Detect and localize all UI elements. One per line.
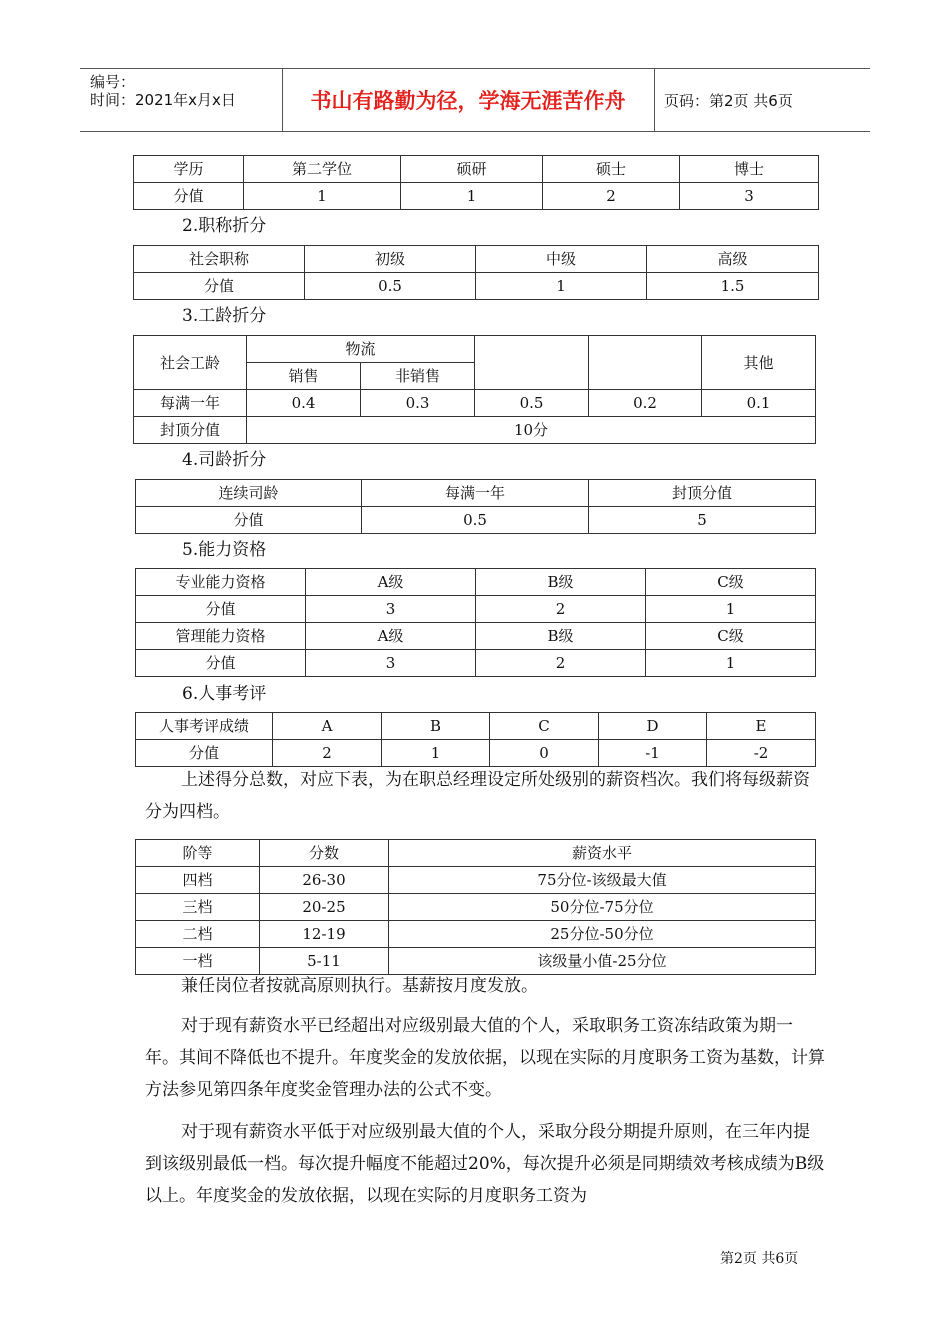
table-row [134,273,819,300]
table-cell: 该级量小值-25分位 [389,948,816,975]
table-cell: B级 [476,569,646,596]
table-cell: 硕研 [401,156,543,183]
table-cell: 75分位-该级最大值 [389,867,816,894]
table-cell: 0.2 [589,390,702,417]
table-cell: 分值 [134,273,305,300]
table-row [134,156,819,183]
table-cell: 3 [306,650,476,677]
table-row [136,840,816,867]
table-cell: 销售 [247,363,361,390]
paragraph: 上述得分总数，对应下表，为在职总经理设定所处级别的薪资档次。我们将每级薪资分为四档。 [145,770,810,822]
table-cell: 0.1 [702,390,816,417]
section-heading: 6.人事考评 [182,684,267,704]
table-cell: 第二学位 [244,156,401,183]
table-cell: 0.3 [361,390,475,417]
section-heading: 5.能力资格 [182,540,267,560]
table-row [134,417,816,444]
table-cell: 三档 [136,894,260,921]
table-cell: C级 [646,569,816,596]
table-cell: 1 [401,183,543,210]
table-cell: 每满一年 [362,480,589,507]
table-cell: 封顶分值 [134,417,247,444]
table-cell: 12-19 [260,921,389,948]
table-cell: 专业能力资格 [136,569,306,596]
table-cell: 一档 [136,948,260,975]
table-row [136,507,816,534]
table-row [136,894,816,921]
paragraph: 兼任岗位者按就高原则执行。基薪按月度发放。 [181,976,538,996]
table-cell: A [273,713,382,740]
table-cell: 分值 [134,183,244,210]
hr-evaluation-table [135,712,816,767]
header-page-number: 页码：第2页 共6页 [664,91,793,110]
header-motto: 书山有路勤为径，学海无涯苦作舟 [282,69,655,131]
table-cell [589,336,702,390]
table-cell: 1 [382,740,490,767]
table-cell: 3 [306,596,476,623]
table-cell: 管理能力资格 [136,623,306,650]
section-heading: 3.工龄折分 [182,306,267,326]
table-cell: C [490,713,599,740]
table-cell: 中级 [476,246,647,273]
table-cell: 50分位-75分位 [389,894,816,921]
page-footer: 第2页 共6页 [720,1251,799,1267]
table-cell: B级 [476,623,646,650]
table-cell: 初级 [305,246,476,273]
table-cell: 分值 [136,507,362,534]
table-row [136,480,816,507]
table-cell: A级 [306,569,476,596]
table-cell: 5 [589,507,816,534]
table-row [134,336,816,363]
table-cell: 非销售 [361,363,475,390]
table-cell: 每满一年 [134,390,247,417]
table-cell: 2 [476,596,646,623]
document-number-label: 编号： [90,73,136,91]
section-heading: 4.司龄折分 [182,450,267,470]
table-cell: 连续司龄 [136,480,362,507]
table-cell: 1 [646,596,816,623]
professional-title-table [133,245,819,300]
table-cell: 硕士 [543,156,680,183]
table-cell: 26-30 [260,867,389,894]
table-cell: 分值 [136,596,306,623]
table-cell: 封顶分值 [589,480,816,507]
table-cell: 四档 [136,867,260,894]
degree-score-table [133,155,819,210]
table-cell: 20-25 [260,894,389,921]
table-cell: 阶等 [136,840,260,867]
paragraph: 对于现有薪资水平低于对应级别最大值的个人，采取分段分期提升原则，在三年内提到该级别最低一档。每次提升幅度不能超过20%，每次提升必须是同期绩效考核成绩为B级以上。年度奖金的发放依据，以现在实际的月度职务工资为 [145,1122,825,1206]
table-cell: 二档 [136,921,260,948]
table-cell: 高级 [647,246,819,273]
seniority-table [133,335,816,444]
table-cell: 5-11 [260,948,389,975]
table-cell: 2 [476,650,646,677]
table-row [134,390,816,417]
table-cell: 2 [273,740,382,767]
table-cell: 分值 [136,740,273,767]
table-cell: 3 [680,183,819,210]
table-cell: 分值 [136,650,306,677]
table-row [136,569,816,596]
table-cell: 1 [646,650,816,677]
table-cell: C级 [646,623,816,650]
table-row [134,246,819,273]
header-meta [80,69,283,131]
table-cell: 2 [543,183,680,210]
table-cell: 1 [476,273,647,300]
table-cell: 1.5 [647,273,819,300]
page-header [80,68,870,132]
paragraph: 对于现有薪资水平已经超出对应级别最大值的个人，采取职务工资冻结政策为期一年。其间不降低也不提升。年度奖金的发放依据，以现在实际的月度职务工资为基数，计算方法参见第四条年度奖金管理办法的公式不变。 [145,1016,825,1100]
table-cell: 0.4 [247,390,361,417]
salary-grade-table [135,839,816,975]
table-cell: 薪资水平 [389,840,816,867]
table-cell: 其他 [702,336,816,390]
table-cell: 0.5 [475,390,589,417]
table-row [134,183,819,210]
table-row [136,740,816,767]
table-cell: 社会工龄 [134,336,247,390]
table-cell: 物流 [247,336,475,363]
table-cell: 分数 [260,840,389,867]
table-cell: 人事考评成绩 [136,713,273,740]
table-cell: 0 [490,740,599,767]
table-cell: D [599,713,707,740]
table-cell: 0.5 [362,507,589,534]
document-date-label: 时间：2021年x月x日 [90,91,236,109]
table-row [136,867,816,894]
table-row [136,596,816,623]
table-cell: B [382,713,490,740]
table-cell: A级 [306,623,476,650]
table-cell: E [707,713,816,740]
table-cell: 学历 [134,156,244,183]
table-cell [475,336,589,390]
company-seniority-table [135,479,816,534]
table-cell: 社会职称 [134,246,305,273]
table-cell: 1 [244,183,401,210]
table-cell: -2 [707,740,816,767]
ability-table [135,568,816,677]
table-row [136,650,816,677]
table-row [136,921,816,948]
section-heading: 2.职称折分 [182,216,267,236]
table-row [136,713,816,740]
table-cell: -1 [599,740,707,767]
table-cell: 博士 [680,156,819,183]
table-cell: 10分 [247,417,816,444]
table-cell: 0.5 [305,273,476,300]
table-cell: 25分位-50分位 [389,921,816,948]
table-row [136,623,816,650]
